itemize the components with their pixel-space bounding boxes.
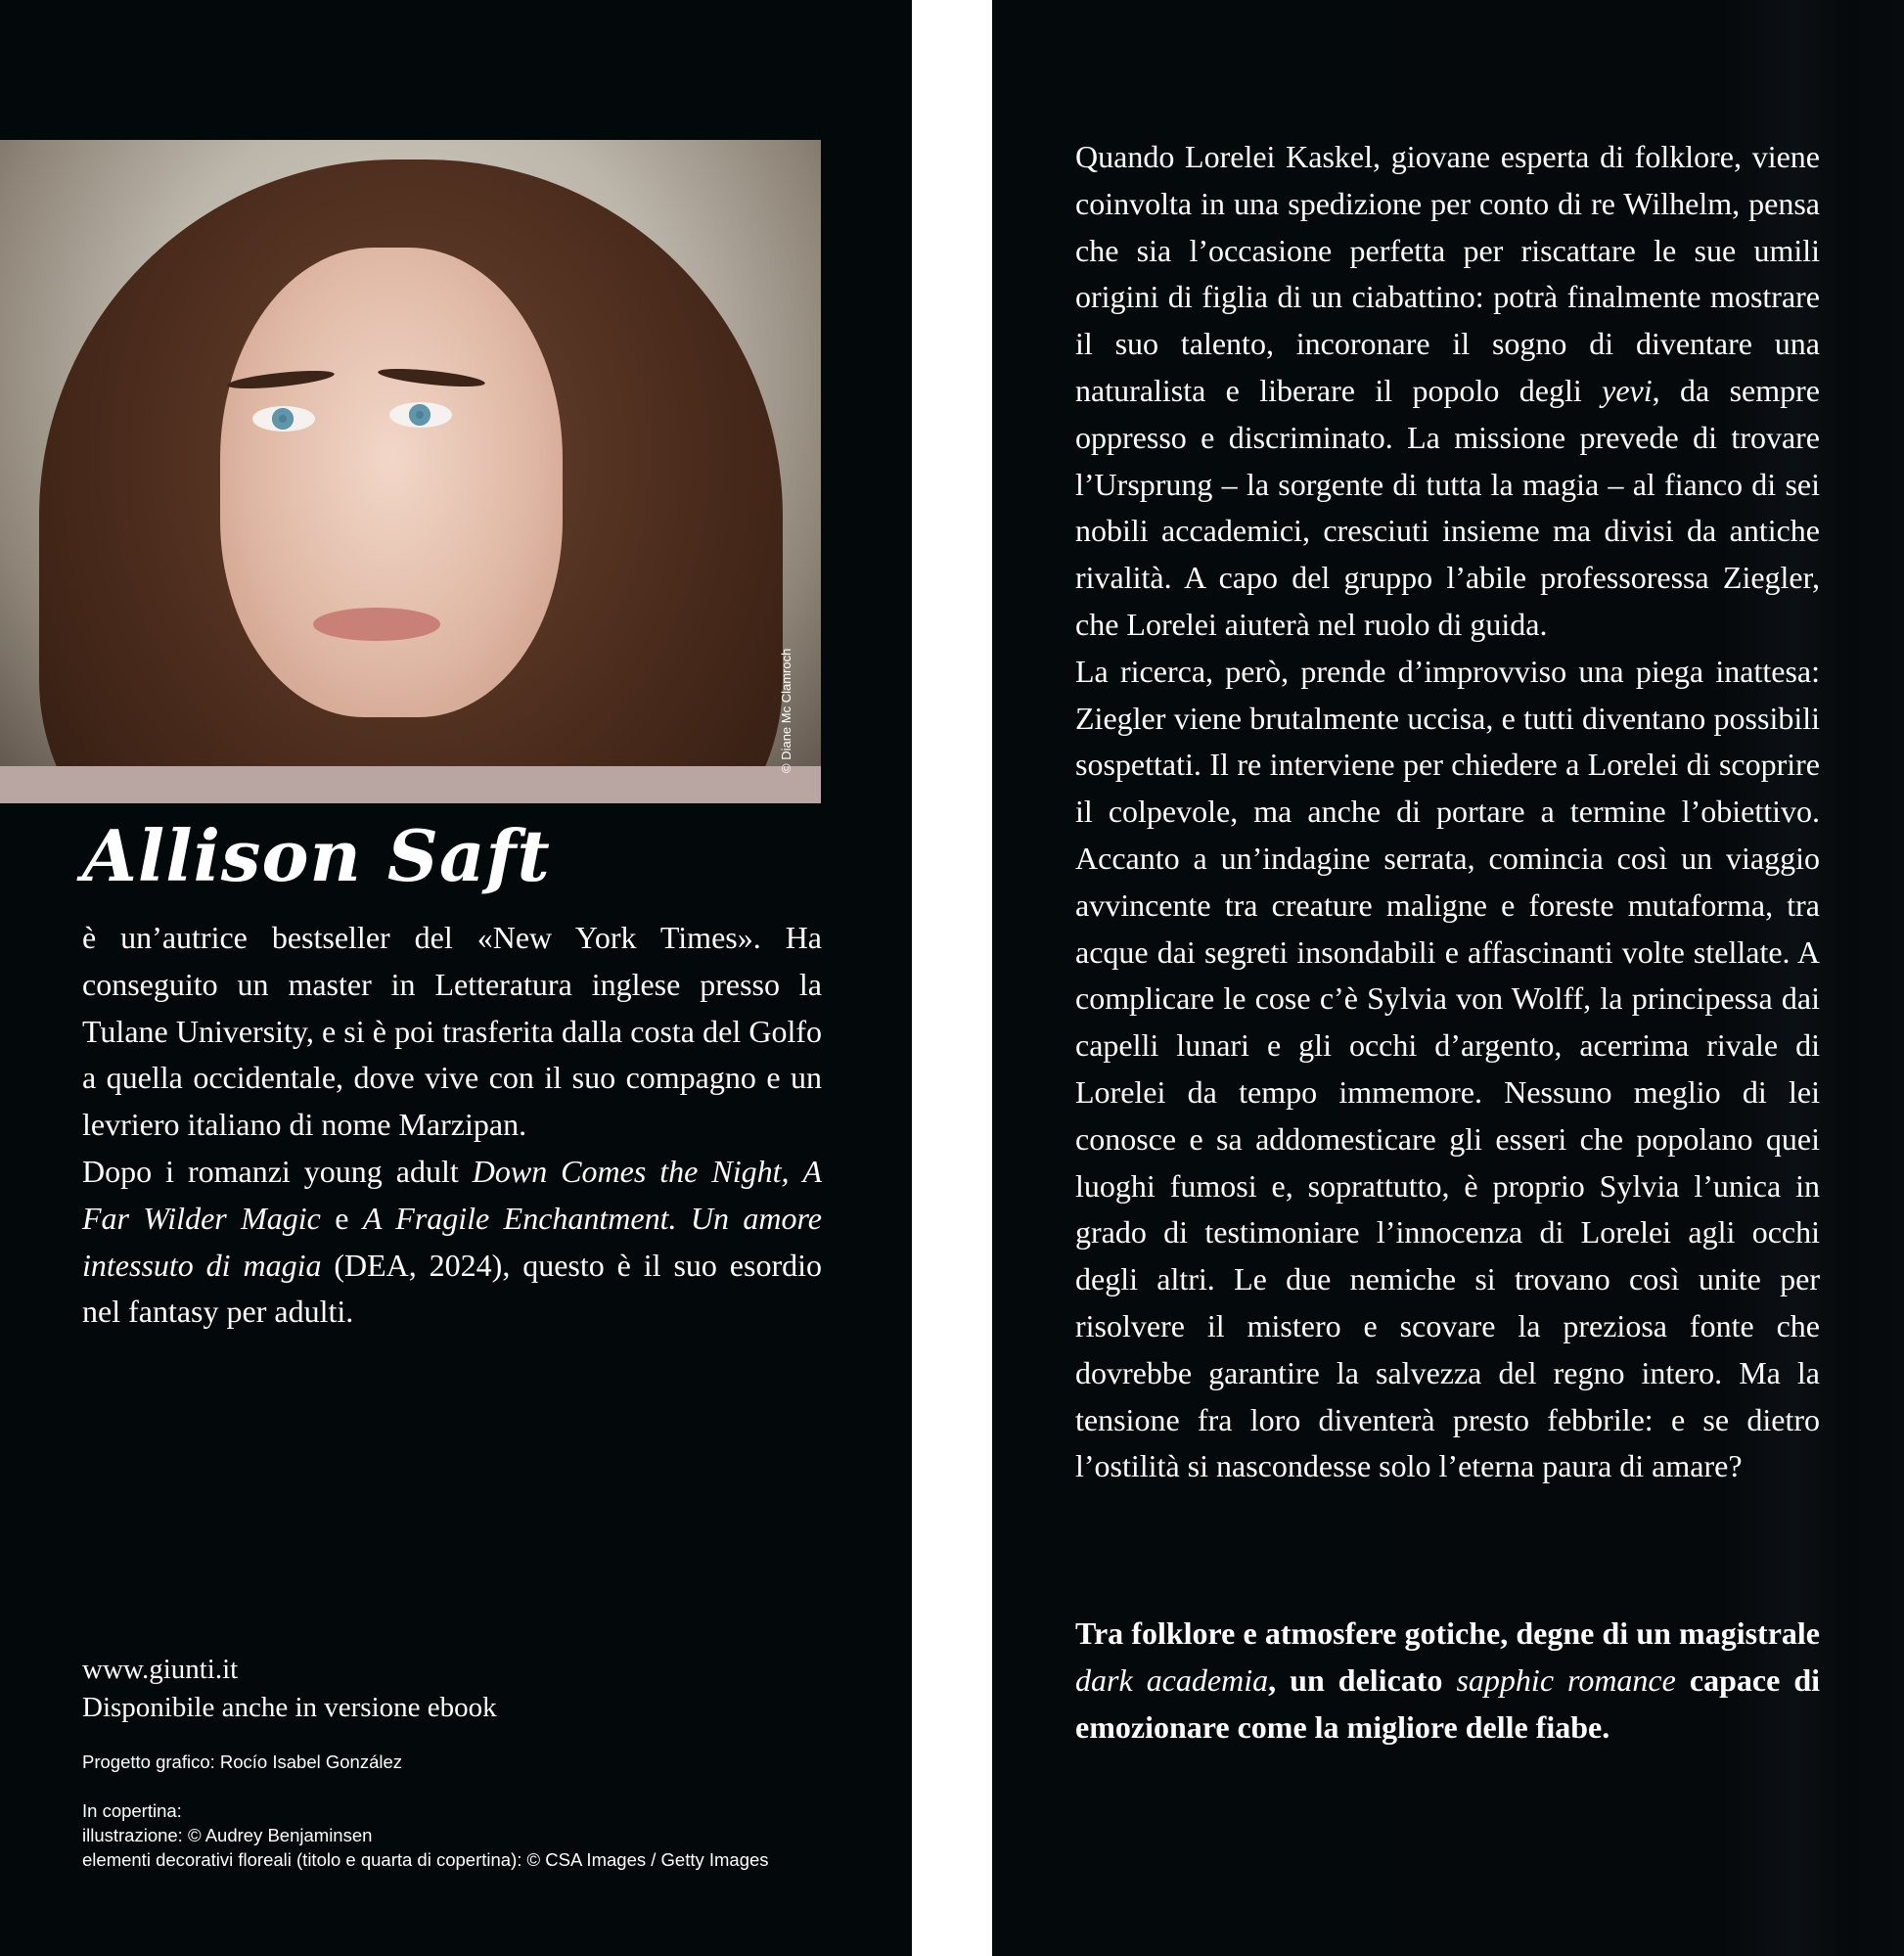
author-bio [82, 915, 822, 1336]
book-title: A Fragile Enchantment. [362, 1200, 677, 1236]
book-title: Down Comes the Night, [472, 1153, 790, 1189]
bio-paragraph: è un’autrice bestseller del «New York Times». Ha conseguito un master in Letteratura inglese presso la Tulane University, e si è poi trasferita dalla costa del Golfo a quella occidentale, dove vive con il suo compagno e un levriero italiano di nome Marzipan. [82, 920, 822, 1143]
synopsis-paragraph: Quando Lorelei Kaskel, giovane esperta di folklore, viene coinvolta in una spedizione per conto di re Wilhelm, pensa che sia l’occasione perfetta per riscattare le sue umili origini di figlia di un ciabattino: potrà finalmente mostrare il suo talento, incoronare il sogno di diventare una naturalista e liberare il popolo degli yevi, da sempre oppresso e discriminato. La missione prevede di trovare l’Ursprung – la sorgente di tutta la magia – al fianco di sei nobili accademici, cresciuti insieme ma divisi da antiche rivalità. A capo del gruppo l’abile professoressa Ziegler, che Lorelei aiuterà nel ruolo di guida. [1075, 139, 1821, 642]
author-photo [0, 140, 821, 803]
synopsis [1075, 134, 1820, 1490]
publisher-info [82, 1651, 497, 1727]
synopsis-paragraph: La ricerca, però, prende d’improvviso una piega inattesa: Ziegler viene brutalmente uccisa, e tutti diventano possibili sospettati. Il re interviene per chiedere a Lorelei di scoprire il colpevole, ma anche di portare a termine l’obiettivo. Accanto a un’indagine serrata, comincia così un viaggio avvincente tra creature maligne e foreste mutaforma, tra acque dai segreti insondabili e affascinanti volte stellate. A complicare le cose c’è Sylvia von Wolff, la principessa dai capelli lunari e gli occhi d’argento, acerrima rivale di Lorelei da tempo immemore. Nessuno meglio di lei conosce e sa addomesticare gli esseri che popolano quei luoghi fumosi e, soprattutto, è proprio Sylvia l’unica in grado di testimoniare l’innocenza di Lorelei agli occhi degli altri. Le due nemiche si trovano così unite per risolvere il mistero e scovare la preziosa fonte che dovrebbe garantire la salvezza del regno intero. Ma la tensione fra loro diventerà presto febbrile: e se dietro l’ostilità si nascondesse solo l’eterna paura di amare? [1075, 653, 1820, 1484]
website-link[interactable]: www.giunti.it [82, 1654, 239, 1685]
photo-credit: © Diane Mc Clamroch [779, 648, 793, 773]
ebook-note: Disponibile anche in versione ebook [82, 1692, 497, 1723]
front-flap [992, 0, 1904, 1956]
design-credit: Progetto grafico: Rocío Isabel González [82, 1751, 403, 1772]
bio-paragraph: Dopo i romanzi young adult Down Comes the Night, A Far Wilder Magic e A Fragile Enchantment. Un amore intessuto di magia (DEA, 2024), questo è il suo esordio nel fantasy per adulti. [82, 1153, 823, 1330]
cover-credits: In copertina: illustrazione: © Audrey Benjaminsen elementi decorativi floreali (titolo e quarta di copertina): © CSA Images / Getty Images [82, 1800, 769, 1870]
tagline: Tra folklore e atmosfere gotiche, degne di un magistrale dark academia, un delicato sapphic romance capace di emozionare come la migliore delle fiabe. [1075, 1615, 1821, 1745]
book-title: Un amore intessuto di magia [82, 1200, 823, 1283]
back-flap [0, 0, 912, 1956]
author-name: Allison Saft [82, 814, 551, 897]
book-title: A Far Wilder Magic [82, 1153, 823, 1236]
